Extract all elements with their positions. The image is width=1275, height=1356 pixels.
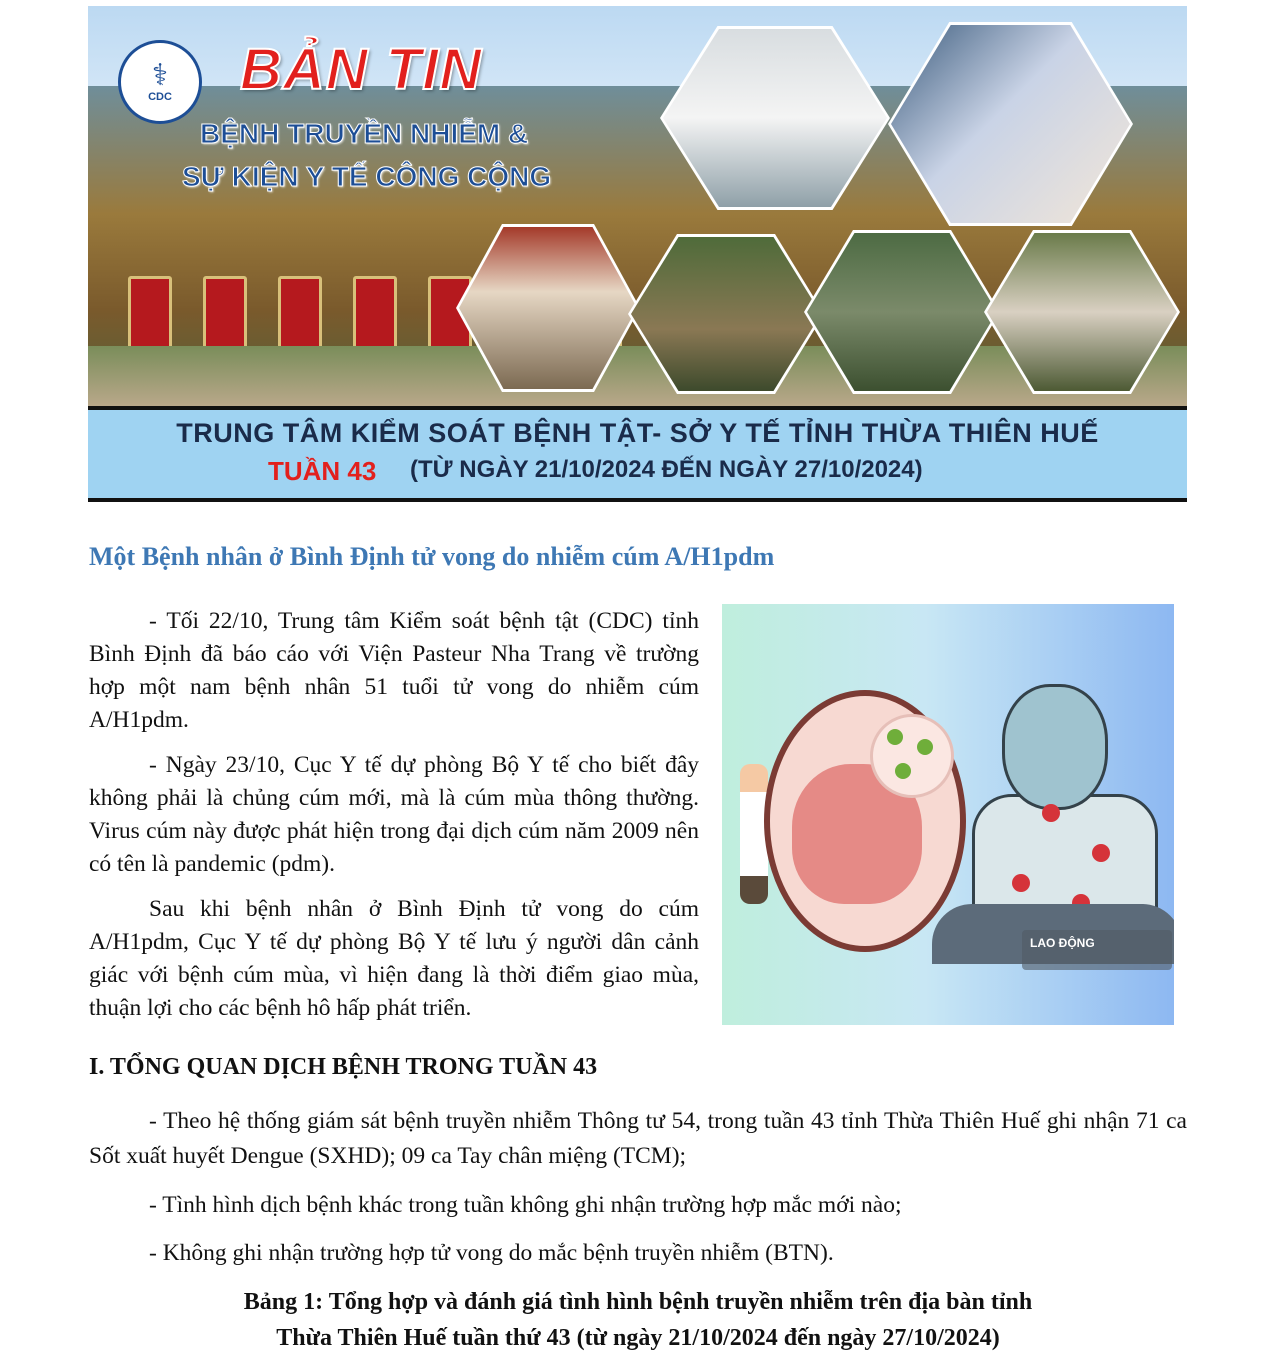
article-paragraph: Sau khi bệnh nhân ở Bình Định tử vong do cúm A/H1pdm, Cục Y tế dự phòng Bộ Y tế lưu ý người dân cảnh giác với bệnh cúm mùa, vì hiện đang là thời điểm giao mùa, thuận lợi cho các bệnh hô hấp phát triển. bbox=[89, 896, 699, 1021]
overview-paragraph bbox=[89, 1188, 1187, 1223]
table-caption-line: Thừa Thiên Huế tuần thứ 43 (từ ngày 21/10/2024 đến ngày 27/10/2024) bbox=[276, 1325, 1000, 1351]
article-paragraph: - Tối 22/10, Trung tâm Kiểm soát bệnh tật (CDC) tỉnh Bình Định đã báo cáo với Viện Pasteur Nha Trang về trường hợp một nam bệnh nhân 51 tuổi tử vong do nhiễm cúm A/H1pdm. bbox=[89, 608, 699, 733]
overview-text: - Không ghi nhận trường hợp tử vong do mắc bệnh truyền nhiễm (BTN). bbox=[149, 1240, 834, 1266]
virus-magnifier bbox=[870, 714, 954, 798]
week-label: TUẦN 43 bbox=[268, 456, 377, 486]
header-banner bbox=[88, 6, 1187, 502]
article-body bbox=[89, 605, 699, 1037]
overview-text: - Tình hình dịch bệnh khác trong tuần không ghi nhận trường hợp mắc mới nào; bbox=[149, 1192, 902, 1218]
banner-subtitle-2: SỰ KIỆN Y TẾ CÔNG CỘNG bbox=[182, 161, 552, 192]
banner-info-bar bbox=[88, 406, 1187, 502]
banner-title: BẢN TIN bbox=[240, 37, 483, 102]
logo-text: CDC bbox=[148, 91, 172, 103]
image-watermark: LAO ĐỘNG bbox=[1022, 930, 1172, 970]
overview-text: - Theo hệ thống giám sát bệnh truyền nhiễm Thông tư 54, trong tuần 43 tỉnh Thừa Thiên Huế ghi nhận 71 ca Sốt xuất huyết Dengue (SXHD); 09 ca Tay chân miệng (TCM); bbox=[89, 1108, 1187, 1169]
caduceus-icon: ⚕ bbox=[151, 59, 169, 92]
table-caption-line: Bảng 1: Tổng hợp và đánh giá tình hình bệnh truyền nhiễm trên địa bàn tỉnh bbox=[243, 1289, 1033, 1315]
article-headline: Một Bệnh nhân ở Bình Định tử vong do nhiễm cúm A/H1pdm bbox=[89, 542, 775, 571]
organization-name: TRUNG TÂM KIỂM SOÁT BỆNH TẬT- SỞ Y TẾ TỈNH THỪA THIÊN HUẾ bbox=[176, 418, 1099, 448]
overview-paragraph bbox=[89, 1236, 1187, 1271]
overview-paragraph bbox=[89, 1104, 1187, 1174]
section-title: I. TỔNG QUAN DỊCH BỆNH TRONG TUẦN 43 bbox=[89, 1054, 598, 1080]
date-range: (TỪ NGÀY 21/10/2024 ĐẾN NGÀY 27/10/2024) bbox=[410, 456, 923, 483]
sick-person-figure bbox=[972, 674, 1152, 934]
table-caption bbox=[89, 1284, 1187, 1356]
cdc-logo bbox=[118, 40, 202, 124]
article-paragraph: - Ngày 23/10, Cục Y tế dự phòng Bộ Y tế cho biết đây không phải là chủng cúm mới, mà là cúm mùa thông thường. Virus cúm này được phát hiện trong đại dịch cúm năm 2009 nên có tên là pandemic (pdm). bbox=[89, 752, 699, 877]
banner-subtitle-1: BỆNH TRUYỀN NHIỄM & bbox=[200, 118, 529, 149]
flu-illustration bbox=[722, 604, 1174, 1025]
